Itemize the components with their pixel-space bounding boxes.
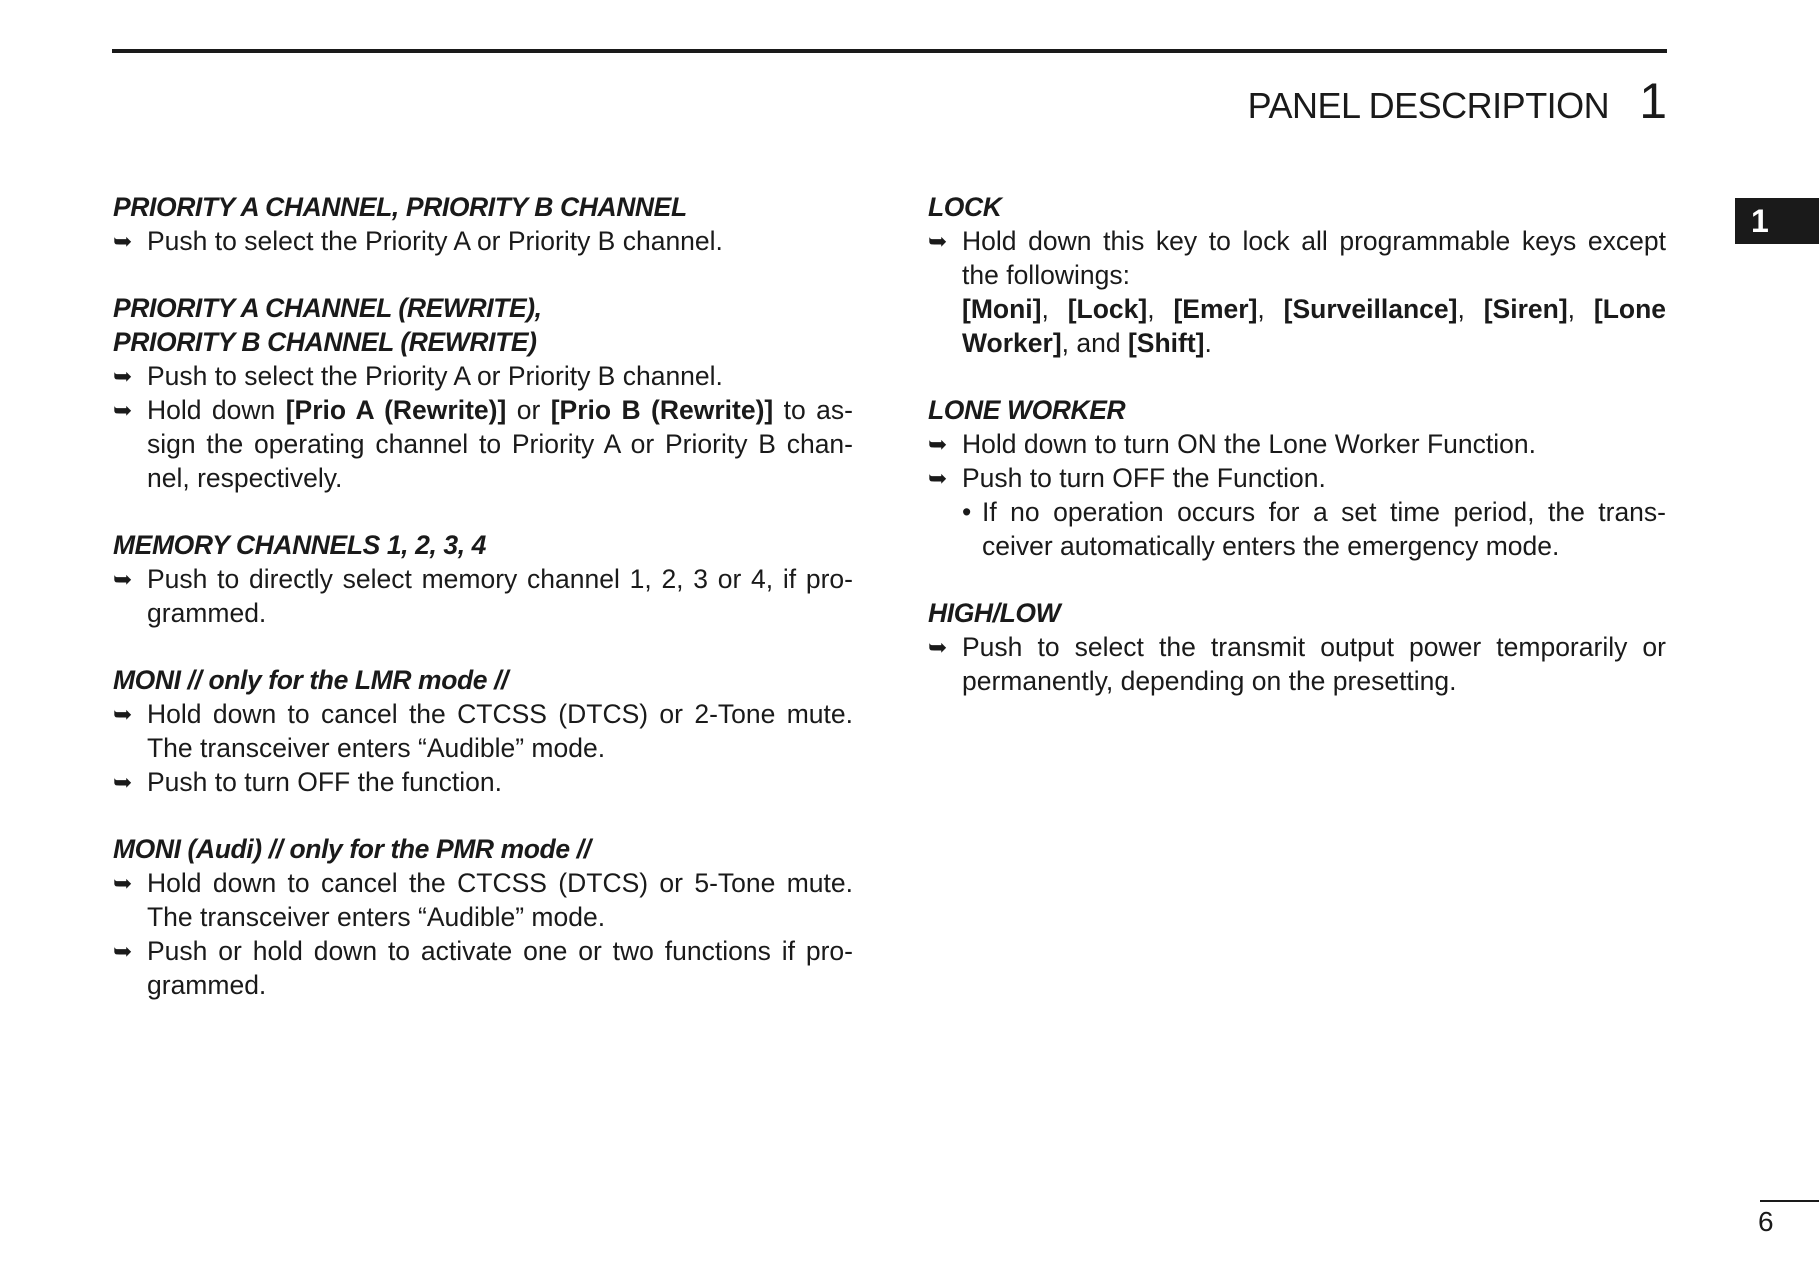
arrow-bullet-icon: ➥ xyxy=(113,228,133,254)
section-title: HIGH/LOW xyxy=(928,598,1061,628)
list-item xyxy=(113,562,853,630)
section-high-low xyxy=(928,596,1666,698)
section-priority xyxy=(113,190,853,258)
arrow-bullet-icon: ➥ xyxy=(113,769,133,795)
list-item xyxy=(113,359,853,393)
key-name: [Prio B (Rewrite)] xyxy=(550,395,774,425)
key-name: [Siren] xyxy=(1483,294,1568,324)
list-item xyxy=(113,934,853,1002)
list-item xyxy=(928,630,1666,698)
note-text: If no operation occurs for a set time period, the trans-ceiver automatically enters the emergency mode. xyxy=(982,497,1666,561)
header-rule xyxy=(112,49,1667,53)
section-title-line2: PRIORITY B CHANNEL (REWRITE) xyxy=(113,327,537,357)
text-run: Hold down xyxy=(147,395,286,425)
key-name: [Lone Worker] xyxy=(962,294,1667,358)
separator: , xyxy=(1041,294,1068,324)
right-column xyxy=(928,190,1666,731)
page-header xyxy=(1248,72,1667,130)
text-run: or xyxy=(506,395,551,425)
item-text: Push to select the Priority A or Priority B channel. xyxy=(147,361,723,391)
dot-bullet-icon: • xyxy=(962,497,972,527)
key-name: [Prio A (Rewrite)] xyxy=(285,395,507,425)
item-text: Push to turn OFF the Function. xyxy=(962,463,1326,493)
separator: , xyxy=(1257,294,1284,324)
key-name: [Shift] xyxy=(1127,328,1205,358)
arrow-bullet-icon: ➥ xyxy=(113,701,133,727)
text-run: . xyxy=(1204,328,1212,358)
section-lock xyxy=(928,190,1666,360)
item-text xyxy=(147,393,853,495)
list-item xyxy=(113,697,853,765)
item-text: Push to turn OFF the function. xyxy=(147,767,502,797)
section-title-line1: PRIORITY A CHANNEL (REWRITE), xyxy=(113,293,542,323)
section-priority-rewrite xyxy=(113,291,853,495)
text-run: to as-sign the operating channel to Priority A or Priority B chan-nel, respectively. xyxy=(147,395,853,493)
note-item xyxy=(928,495,1666,563)
list-item xyxy=(928,461,1666,495)
separator: , xyxy=(1457,294,1484,324)
item-text: Hold down to cancel the CTCSS (DTCS) or 5-Tone mute. The transceiver enters “Audible” mode. xyxy=(147,868,853,932)
separator: , xyxy=(1147,294,1174,324)
list-item xyxy=(113,393,853,495)
list-item xyxy=(113,866,853,934)
section-lone-worker xyxy=(928,393,1666,563)
item-text: Hold down to cancel the CTCSS (DTCS) or 2-Tone mute. The transceiver enters “Audible” mode. xyxy=(147,699,853,763)
arrow-bullet-icon: ➥ xyxy=(928,431,948,457)
key-name: [Emer] xyxy=(1173,294,1258,324)
key-name: [Surveillance] xyxy=(1283,294,1458,324)
separator: , xyxy=(1567,294,1594,324)
section-moni-lmr xyxy=(113,663,853,799)
item-text: Push to directly select memory channel 1, 2, 3 or 4, if pro-grammed. xyxy=(147,564,853,628)
arrow-bullet-icon: ➥ xyxy=(928,228,948,254)
section-moni-pmr xyxy=(113,832,853,1002)
header-chapter-number: 1 xyxy=(1639,73,1667,129)
key-name: [Lock] xyxy=(1067,294,1148,324)
item-text: Push to select the transmit output power temporarily or permanently, depending on the presetting. xyxy=(962,632,1666,696)
item-text: Hold down to turn ON the Lone Worker Function. xyxy=(962,429,1536,459)
arrow-bullet-icon: ➥ xyxy=(928,465,948,491)
section-title: LOCK xyxy=(928,192,1002,222)
list-item xyxy=(113,224,853,258)
item-text: Push to select the Priority A or Priority B channel. xyxy=(147,226,723,256)
header-title: PANEL DESCRIPTION xyxy=(1247,85,1610,126)
arrow-bullet-icon: ➥ xyxy=(113,566,133,592)
arrow-bullet-icon: ➥ xyxy=(113,938,133,964)
arrow-bullet-icon: ➥ xyxy=(113,397,133,423)
arrow-bullet-icon: ➥ xyxy=(113,870,133,896)
section-memory-channels xyxy=(113,528,853,630)
left-column xyxy=(113,190,853,1035)
arrow-bullet-icon: ➥ xyxy=(113,363,133,389)
section-title: MEMORY CHANNELS 1, 2, 3, 4 xyxy=(113,530,486,560)
page-number: 6 xyxy=(1758,1206,1774,1237)
chapter-tab: 1 xyxy=(1735,198,1819,244)
section-title: MONI (Audi) // only for the PMR mode // xyxy=(113,834,591,864)
section-title: PRIORITY A CHANNEL, PRIORITY B CHANNEL xyxy=(113,192,687,222)
section-title: MONI // only for the LMR mode // xyxy=(113,665,508,695)
text-run: Hold down this key to lock all programmable keys except the followings: xyxy=(962,226,1666,290)
item-text: Push or hold down to activate one or two functions if pro-grammed. xyxy=(147,936,853,1000)
key-name: [Moni] xyxy=(962,294,1042,324)
arrow-bullet-icon: ➥ xyxy=(928,634,948,660)
section-title: LONE WORKER xyxy=(928,395,1126,425)
list-item xyxy=(113,765,853,799)
separator: , and xyxy=(1061,328,1128,358)
item-text xyxy=(962,224,1666,360)
list-item xyxy=(928,427,1666,461)
list-item xyxy=(928,224,1666,360)
page-number-rule xyxy=(1760,1200,1819,1202)
